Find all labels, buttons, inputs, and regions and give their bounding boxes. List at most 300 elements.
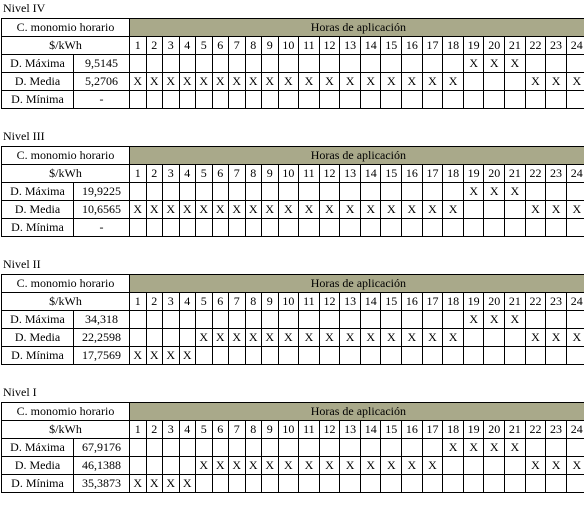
hour-mark xyxy=(340,183,361,201)
hour-mark xyxy=(130,457,147,475)
hour-mark: X xyxy=(381,201,402,219)
hour-mark: X xyxy=(179,347,196,365)
hour-mark xyxy=(422,439,443,457)
hour-mark: X xyxy=(163,201,180,219)
hour-mark: X xyxy=(505,183,526,201)
hour-number: 1 xyxy=(130,421,147,439)
hour-mark xyxy=(130,55,147,73)
hour-mark xyxy=(381,55,402,73)
demand-name: D. Máxima xyxy=(2,311,74,329)
hour-mark xyxy=(229,347,246,365)
hour-mark xyxy=(340,219,361,237)
hour-mark xyxy=(229,91,246,109)
hour-number: 16 xyxy=(402,37,423,55)
hour-mark xyxy=(262,183,279,201)
hour-mark xyxy=(566,183,584,201)
hour-number: 19 xyxy=(463,37,484,55)
table-row xyxy=(2,475,584,493)
hour-number: 2 xyxy=(146,421,163,439)
hour-mark xyxy=(278,475,299,493)
hour-mark xyxy=(546,347,567,365)
hour-mark: X xyxy=(340,201,361,219)
hour-mark xyxy=(443,457,464,475)
hour-mark xyxy=(229,55,246,73)
hour-number: 23 xyxy=(546,293,567,311)
hour-mark: X xyxy=(422,457,443,475)
hour-number: 11 xyxy=(299,165,320,183)
hour-mark: X xyxy=(340,329,361,347)
hour-mark xyxy=(245,311,262,329)
hour-mark xyxy=(566,475,584,493)
hour-number: 21 xyxy=(505,293,526,311)
hour-mark xyxy=(484,329,505,347)
hour-number: 18 xyxy=(443,293,464,311)
hour-mark: X xyxy=(319,457,340,475)
hour-mark xyxy=(546,55,567,73)
hour-mark xyxy=(278,91,299,109)
hour-number: 3 xyxy=(163,421,180,439)
hour-mark xyxy=(402,183,423,201)
schedule-table xyxy=(1,18,584,109)
hour-mark xyxy=(402,311,423,329)
hour-mark: X xyxy=(505,439,526,457)
hour-mark: X xyxy=(319,73,340,91)
hour-mark xyxy=(525,183,546,201)
hour-mark xyxy=(463,91,484,109)
hour-mark xyxy=(484,475,505,493)
table-row xyxy=(2,347,584,365)
hour-number: 7 xyxy=(229,37,246,55)
hour-number: 4 xyxy=(179,165,196,183)
hour-mark xyxy=(146,91,163,109)
hour-number: 3 xyxy=(163,165,180,183)
hour-mark: X xyxy=(381,457,402,475)
hour-number: 9 xyxy=(262,421,279,439)
hour-mark xyxy=(319,183,340,201)
hour-mark: X xyxy=(196,201,213,219)
hour-mark xyxy=(262,219,279,237)
hour-mark xyxy=(229,475,246,493)
hour-mark: X xyxy=(245,329,262,347)
demand-price: 35,3873 xyxy=(74,475,130,493)
hour-mark xyxy=(525,219,546,237)
hour-mark xyxy=(525,55,546,73)
hour-mark: X xyxy=(525,73,546,91)
hour-number: 10 xyxy=(278,421,299,439)
hour-mark: X xyxy=(212,73,229,91)
table-row xyxy=(2,311,584,329)
hour-number: 10 xyxy=(278,293,299,311)
level-section xyxy=(0,0,584,109)
hour-mark xyxy=(229,439,246,457)
hour-mark: X xyxy=(262,457,279,475)
hour-mark xyxy=(245,91,262,109)
hour-mark xyxy=(278,347,299,365)
cost-label: C. monomio horario xyxy=(2,403,130,421)
hour-mark xyxy=(360,311,381,329)
hour-mark xyxy=(443,91,464,109)
hour-mark xyxy=(566,55,584,73)
hour-mark xyxy=(299,219,320,237)
hour-mark: X xyxy=(505,311,526,329)
hour-mark xyxy=(381,311,402,329)
hour-mark xyxy=(278,219,299,237)
hour-mark xyxy=(566,347,584,365)
hour-mark xyxy=(422,91,443,109)
hour-mark: X xyxy=(299,201,320,219)
hour-mark: X xyxy=(546,201,567,219)
hour-mark: X xyxy=(340,73,361,91)
table-row xyxy=(2,219,584,237)
table-row xyxy=(2,73,584,91)
hour-number: 6 xyxy=(212,37,229,55)
hour-number: 24 xyxy=(566,165,584,183)
hour-mark xyxy=(179,311,196,329)
hour-mark: X xyxy=(525,201,546,219)
hour-number: 3 xyxy=(163,37,180,55)
hour-mark: X xyxy=(422,73,443,91)
hour-mark: X xyxy=(340,457,361,475)
hour-mark: X xyxy=(484,311,505,329)
hour-mark: X xyxy=(212,201,229,219)
hour-mark xyxy=(484,457,505,475)
hour-mark xyxy=(212,55,229,73)
demand-name: D. Mínima xyxy=(2,475,74,493)
hour-mark: X xyxy=(163,475,180,493)
hour-mark xyxy=(340,439,361,457)
hour-mark xyxy=(340,311,361,329)
hour-mark xyxy=(212,91,229,109)
hour-mark: X xyxy=(546,329,567,347)
hour-mark xyxy=(505,475,526,493)
hour-mark xyxy=(402,475,423,493)
hour-mark xyxy=(484,347,505,365)
level-title: Nivel III xyxy=(3,129,45,143)
hour-mark: X xyxy=(505,55,526,73)
hour-mark xyxy=(299,347,320,365)
demand-name: D. Media xyxy=(2,201,74,219)
hour-number: 14 xyxy=(360,293,381,311)
hour-number: 23 xyxy=(546,37,567,55)
hour-number: 6 xyxy=(212,165,229,183)
hour-mark xyxy=(566,219,584,237)
hour-number: 15 xyxy=(381,37,402,55)
hour-mark: X xyxy=(262,73,279,91)
hour-mark xyxy=(340,475,361,493)
hour-number: 20 xyxy=(484,293,505,311)
hour-number: 6 xyxy=(212,293,229,311)
hour-number: 22 xyxy=(525,421,546,439)
hour-number: 9 xyxy=(262,165,279,183)
hour-number: 2 xyxy=(146,165,163,183)
hour-mark xyxy=(299,311,320,329)
cost-label: C. monomio horario xyxy=(2,19,130,37)
hour-mark xyxy=(360,91,381,109)
hour-mark: X xyxy=(196,329,213,347)
hour-mark xyxy=(340,55,361,73)
cost-label: C. monomio horario xyxy=(2,275,130,293)
hour-mark: X xyxy=(212,329,229,347)
hour-mark xyxy=(212,475,229,493)
schedule-table xyxy=(1,402,584,493)
table-row xyxy=(2,55,584,73)
hour-mark: X xyxy=(463,55,484,73)
hour-mark xyxy=(278,439,299,457)
hour-number: 15 xyxy=(381,421,402,439)
hour-mark: X xyxy=(402,329,423,347)
hour-number: 20 xyxy=(484,37,505,55)
demand-name: D. Máxima xyxy=(2,439,74,457)
hour-number: 23 xyxy=(546,421,567,439)
hour-mark xyxy=(443,183,464,201)
hour-mark xyxy=(245,475,262,493)
hour-number: 4 xyxy=(179,293,196,311)
hour-mark xyxy=(443,311,464,329)
hour-mark xyxy=(443,347,464,365)
hour-mark xyxy=(360,183,381,201)
hour-mark xyxy=(381,347,402,365)
hour-number: 10 xyxy=(278,37,299,55)
hour-number: 1 xyxy=(130,165,147,183)
hour-mark xyxy=(262,347,279,365)
hour-number: 6 xyxy=(212,421,229,439)
hour-number: 9 xyxy=(262,37,279,55)
hour-number: 21 xyxy=(505,37,526,55)
hour-mark: X xyxy=(299,457,320,475)
hour-mark xyxy=(546,475,567,493)
hour-mark xyxy=(505,219,526,237)
hour-mark xyxy=(245,439,262,457)
hour-mark xyxy=(525,91,546,109)
hour-mark xyxy=(505,73,526,91)
hour-mark xyxy=(163,55,180,73)
hour-number: 21 xyxy=(505,165,526,183)
demand-name: D. Máxima xyxy=(2,183,74,201)
hours-header: Horas de aplicación xyxy=(130,147,584,165)
hour-number: 22 xyxy=(525,293,546,311)
hour-mark xyxy=(130,219,147,237)
table-row xyxy=(2,457,584,475)
hour-mark: X xyxy=(402,73,423,91)
hour-mark: X xyxy=(130,73,147,91)
hour-mark: X xyxy=(212,457,229,475)
hour-number: 18 xyxy=(443,165,464,183)
hour-mark xyxy=(546,219,567,237)
demand-price: 67,9176 xyxy=(74,439,130,457)
hour-mark xyxy=(196,55,213,73)
level-section xyxy=(0,256,584,365)
hour-mark xyxy=(146,457,163,475)
hour-mark xyxy=(525,475,546,493)
hour-number: 8 xyxy=(245,421,262,439)
hour-mark xyxy=(299,183,320,201)
hour-mark xyxy=(278,55,299,73)
hour-number: 10 xyxy=(278,165,299,183)
hour-number: 17 xyxy=(422,293,443,311)
unit-label: $/kWh xyxy=(2,421,130,439)
hour-mark: X xyxy=(262,329,279,347)
hour-mark: X xyxy=(163,73,180,91)
level-title: Nivel IV xyxy=(3,1,46,15)
hour-mark xyxy=(196,475,213,493)
hour-mark xyxy=(229,311,246,329)
demand-price: - xyxy=(74,219,130,237)
hour-mark: X xyxy=(179,201,196,219)
hour-mark: X xyxy=(381,329,402,347)
hour-mark xyxy=(146,311,163,329)
hour-mark xyxy=(196,183,213,201)
hour-number: 13 xyxy=(340,165,361,183)
hour-mark xyxy=(146,329,163,347)
hour-mark xyxy=(381,183,402,201)
hour-mark xyxy=(505,457,526,475)
hour-mark xyxy=(179,91,196,109)
table-row xyxy=(2,329,584,347)
hour-number: 5 xyxy=(196,293,213,311)
hour-mark xyxy=(262,91,279,109)
hours-header: Horas de aplicación xyxy=(130,275,584,293)
table-row xyxy=(2,183,584,201)
hour-mark: X xyxy=(360,73,381,91)
hour-mark: X xyxy=(566,201,584,219)
hour-mark xyxy=(381,91,402,109)
hour-number: 2 xyxy=(146,37,163,55)
hour-mark xyxy=(196,439,213,457)
hour-mark: X xyxy=(566,457,584,475)
hour-number: 11 xyxy=(299,293,320,311)
hour-mark: X xyxy=(484,439,505,457)
hour-mark xyxy=(463,329,484,347)
hour-mark xyxy=(566,91,584,109)
hours-header: Horas de aplicación xyxy=(130,403,584,421)
hour-mark: X xyxy=(179,73,196,91)
hour-mark xyxy=(262,311,279,329)
hour-mark: X xyxy=(245,457,262,475)
hour-number: 22 xyxy=(525,37,546,55)
demand-price: 22,2598 xyxy=(74,329,130,347)
hour-mark: X xyxy=(278,201,299,219)
demand-name: D. Media xyxy=(2,73,74,91)
hour-number: 13 xyxy=(340,421,361,439)
hour-mark: X xyxy=(229,329,246,347)
hour-mark xyxy=(212,347,229,365)
hour-mark xyxy=(245,55,262,73)
demand-name: D. Mínima xyxy=(2,91,74,109)
hour-number: 19 xyxy=(463,165,484,183)
hour-mark xyxy=(360,347,381,365)
hour-mark: X xyxy=(422,201,443,219)
hour-mark xyxy=(340,91,361,109)
hour-mark xyxy=(229,183,246,201)
hour-mark xyxy=(245,183,262,201)
hour-mark xyxy=(463,475,484,493)
hour-mark xyxy=(278,183,299,201)
hour-number: 19 xyxy=(463,293,484,311)
hour-number: 9 xyxy=(262,293,279,311)
hour-mark: X xyxy=(546,457,567,475)
hour-number: 13 xyxy=(340,37,361,55)
hour-number: 16 xyxy=(402,293,423,311)
demand-name: D. Media xyxy=(2,329,74,347)
hour-mark xyxy=(262,439,279,457)
hour-number: 14 xyxy=(360,421,381,439)
hour-mark xyxy=(130,183,147,201)
hour-mark xyxy=(262,475,279,493)
hour-mark xyxy=(360,55,381,73)
hour-mark xyxy=(179,439,196,457)
hour-mark xyxy=(130,91,147,109)
hour-number: 18 xyxy=(443,421,464,439)
hour-mark xyxy=(212,311,229,329)
hour-mark xyxy=(381,475,402,493)
hour-mark xyxy=(179,55,196,73)
hour-mark: X xyxy=(566,329,584,347)
hour-mark: X xyxy=(179,475,196,493)
hour-mark xyxy=(360,219,381,237)
hour-mark: X xyxy=(319,329,340,347)
hour-mark: X xyxy=(130,201,147,219)
hour-mark xyxy=(299,439,320,457)
hour-mark: X xyxy=(402,457,423,475)
hour-mark xyxy=(381,439,402,457)
hour-mark xyxy=(212,219,229,237)
hour-mark xyxy=(245,347,262,365)
hour-number: 14 xyxy=(360,37,381,55)
hour-number: 24 xyxy=(566,293,584,311)
hour-mark xyxy=(299,475,320,493)
hour-mark: X xyxy=(163,347,180,365)
hour-mark xyxy=(402,91,423,109)
hour-mark xyxy=(443,55,464,73)
hour-mark xyxy=(360,475,381,493)
hour-mark xyxy=(229,219,246,237)
table-row xyxy=(2,201,584,219)
hour-mark xyxy=(546,91,567,109)
hour-mark xyxy=(463,201,484,219)
unit-label: $/kWh xyxy=(2,165,130,183)
hour-mark: X xyxy=(146,347,163,365)
hour-number: 8 xyxy=(245,293,262,311)
hour-mark: X xyxy=(146,201,163,219)
hour-mark: X xyxy=(443,329,464,347)
hour-mark xyxy=(163,439,180,457)
demand-name: D. Mínima xyxy=(2,347,74,365)
level-section xyxy=(0,128,584,237)
hour-mark xyxy=(422,311,443,329)
hour-mark xyxy=(484,91,505,109)
demand-price: 5,2706 xyxy=(74,73,130,91)
hour-number: 5 xyxy=(196,421,213,439)
hour-mark xyxy=(525,439,546,457)
demand-name: D. Máxima xyxy=(2,55,74,73)
hour-mark: X xyxy=(196,73,213,91)
hour-mark xyxy=(566,311,584,329)
hour-mark xyxy=(146,55,163,73)
hour-mark xyxy=(262,55,279,73)
hour-number: 7 xyxy=(229,293,246,311)
hour-number: 20 xyxy=(484,165,505,183)
hour-mark xyxy=(319,219,340,237)
demand-price: 17,7569 xyxy=(74,347,130,365)
hour-mark: X xyxy=(463,311,484,329)
hour-mark: X xyxy=(229,457,246,475)
hour-number: 2 xyxy=(146,293,163,311)
hours-header: Horas de aplicación xyxy=(130,19,584,37)
hour-number: 3 xyxy=(163,293,180,311)
hour-number: 16 xyxy=(402,165,423,183)
hour-mark: X xyxy=(319,201,340,219)
hour-mark xyxy=(146,439,163,457)
